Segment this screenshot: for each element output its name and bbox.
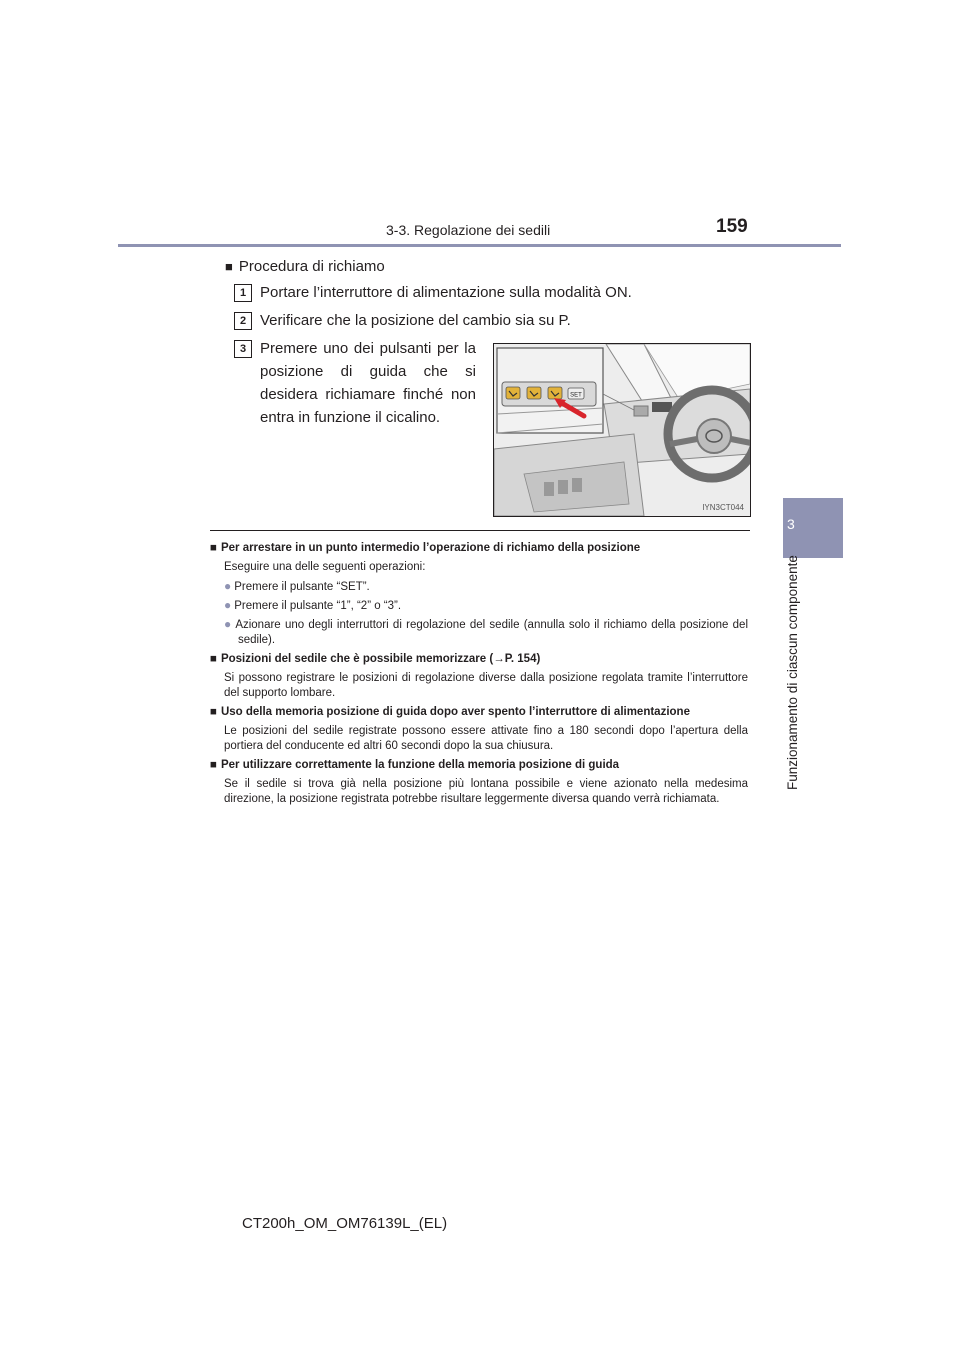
note-text-3: Le posizioni del sedile registrate possono essere attivate fino a 180 secondi dopo l’apertura della portiera del conducente ed altri 60 secondi dopo la sua chiusura. (224, 725, 748, 752)
note-text-1: Eseguire una delle seguenti operazioni: (224, 561, 426, 573)
circle-bullet-icon: ● (224, 598, 232, 612)
circle-bullet-icon: ● (224, 617, 233, 631)
page-number: 159 (716, 216, 748, 237)
document-code: CT200h_OM_OM76139L_(EL) (242, 1215, 448, 1232)
note-heading-text: Posizioni del sedile che è possibile memorizzare (→P. 154) (220, 653, 541, 665)
note-heading-text: Per arrestare in un punto intermedio l’operazione di richiamo della posizione (220, 542, 641, 554)
step-text-2: Verificare che la posizione del cambio sia su P. (260, 312, 571, 329)
memory-button-2 (527, 387, 541, 399)
note-bullet (224, 617, 748, 648)
note-bullet-text: Azionare uno degli interruttori di regolazione del sedile (annulla solo il richiamo della posizione del sedile). (235, 619, 748, 646)
note-heading-4 (210, 758, 748, 773)
chapter-number: 3 (787, 516, 795, 532)
figure-code: IYN3CT044 (702, 503, 744, 512)
note-block-1 (210, 541, 748, 648)
note-heading-3 (210, 705, 748, 720)
seat-memory-illustration (493, 343, 751, 517)
circle-bullet-icon: ● (224, 579, 232, 593)
step-number-1: 1 (234, 284, 252, 302)
note-block-4 (210, 758, 748, 807)
note-bullet (224, 579, 748, 595)
step-text-3: Premere uno dei pulsanti per la posizione di guida che si desidera richiamare finché non entra in funzione il cicalino. (260, 340, 476, 426)
illustration-drawing (494, 344, 750, 516)
air-vent (652, 402, 672, 412)
note-block-3 (210, 705, 748, 754)
square-bullet-icon: ■ (210, 706, 217, 718)
note-heading-text: Uso della memoria posizione di guida dopo aver spento l’interruttore di alimentazione (220, 706, 690, 718)
section-heading-text: Procedura di richiamo (238, 258, 385, 275)
note-bullet-text: Premere il pulsante “SET”. (234, 581, 370, 593)
memory-button-1 (506, 387, 520, 399)
notes-section (210, 541, 748, 811)
step-text-1: Portare l’interruttore di alimentazione sulla modalità ON. (260, 284, 632, 301)
square-bullet-icon: ■ (210, 542, 217, 554)
section-heading (225, 258, 385, 275)
note-bullet (224, 598, 748, 614)
note-heading-text: Per utilizzare correttamente la funzione della memoria posizione di guida (220, 759, 620, 771)
notes-divider (210, 530, 750, 531)
step-number-2: 2 (234, 312, 252, 330)
header-section-title: 3-3. Regolazione dei sedili (386, 222, 551, 238)
chapter-title: Funzionamento di ciascun componente (785, 555, 800, 790)
memory-button-3 (548, 387, 562, 399)
square-bullet-icon: ■ (210, 759, 217, 771)
square-bullet-icon: ■ (210, 653, 217, 665)
note-bullet-text: Premere il pulsante “1”, “2” o “3”. (234, 600, 402, 612)
note-heading-1 (210, 541, 748, 556)
note-text-2: Si possono registrare le posizioni di regolazione diverse dalla posizione regolata tramite l’interruttore del supporto lombare. (224, 672, 748, 699)
note-text-4: Se il sedile si trova già nella posizione più lontana possibile e viene azionato nella medesima direzione, la posizione registrata potrebbe risultare leggermente diversa quando verrà richiamata. (224, 778, 748, 805)
set-button-label: SET (570, 392, 582, 399)
note-block-2 (210, 652, 748, 701)
square-bullet-icon: ■ (225, 259, 233, 274)
header-divider (118, 244, 841, 247)
step-number-3: 3 (234, 340, 252, 358)
note-heading-2 (210, 652, 748, 667)
